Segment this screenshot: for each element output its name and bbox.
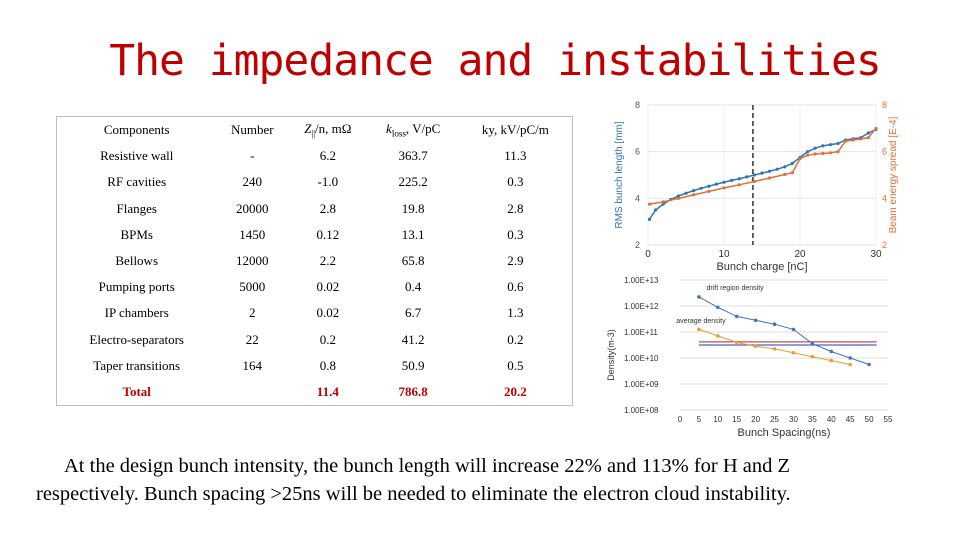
data-point bbox=[874, 127, 877, 130]
y-tick-label: 1.00E+10 bbox=[624, 354, 659, 363]
data-point bbox=[867, 131, 870, 134]
data-point bbox=[700, 187, 703, 190]
x-tick-label: 55 bbox=[883, 415, 893, 424]
table-cell: 0.2 bbox=[319, 331, 336, 347]
x-tick-label: 30 bbox=[870, 249, 882, 260]
data-point bbox=[715, 183, 718, 186]
table-cell: 225.2 bbox=[398, 174, 428, 190]
x-tick-label: 40 bbox=[826, 415, 836, 424]
table-header-row bbox=[57, 117, 573, 144]
y2-tick-label: 6 bbox=[882, 146, 888, 157]
table-cell: 0.2 bbox=[507, 331, 524, 347]
data-point bbox=[848, 356, 852, 360]
total-label: Total bbox=[122, 383, 151, 399]
table-cell: 65.8 bbox=[401, 253, 425, 269]
header-zn: $Z_{||}/n$, mΩ bbox=[304, 121, 352, 139]
table-cell: 13.1 bbox=[401, 226, 425, 242]
data-point bbox=[792, 351, 796, 355]
table-cell: BPMs bbox=[120, 226, 153, 242]
table-cell: 5000 bbox=[239, 279, 266, 295]
footer-text bbox=[0, 452, 960, 508]
table-cell: 6.7 bbox=[405, 305, 422, 321]
table-cell: -1.0 bbox=[317, 174, 339, 190]
electron-cloud-chart bbox=[600, 270, 900, 445]
x-tick-label: 10 bbox=[713, 415, 723, 424]
y-axis-label: Density(m-3) bbox=[606, 329, 616, 381]
y-tick-label: 6 bbox=[634, 146, 640, 157]
table-cell: 2 bbox=[249, 305, 256, 321]
data-point bbox=[848, 363, 852, 367]
drift-density-line bbox=[699, 297, 869, 365]
data-point bbox=[648, 218, 651, 221]
table-cell: 240 bbox=[242, 174, 262, 190]
annotation-average: average density bbox=[676, 317, 726, 325]
data-point bbox=[745, 175, 748, 178]
data-point bbox=[738, 177, 741, 180]
y-tick-label: 2 bbox=[634, 240, 640, 250]
data-point bbox=[783, 173, 786, 176]
y-tick-label: 1.00E+09 bbox=[624, 380, 659, 389]
data-point bbox=[735, 315, 739, 319]
x-tick-label: 10 bbox=[718, 249, 730, 260]
data-point bbox=[716, 334, 720, 338]
x-tick-label: 45 bbox=[845, 415, 855, 424]
data-point bbox=[776, 168, 779, 171]
table-row bbox=[57, 327, 573, 353]
table-cell: 19.8 bbox=[401, 200, 425, 216]
data-point bbox=[821, 144, 824, 147]
data-point bbox=[783, 165, 786, 168]
data-point bbox=[806, 154, 809, 157]
data-point bbox=[821, 152, 824, 155]
y-tick-label: 4 bbox=[634, 193, 640, 204]
data-point bbox=[867, 363, 871, 367]
table-cell: 164 bbox=[242, 357, 262, 373]
table-cell: 41.2 bbox=[401, 331, 425, 347]
table-row bbox=[57, 143, 573, 169]
data-point bbox=[654, 208, 657, 211]
data-point bbox=[692, 193, 695, 196]
table-cell: 2.9 bbox=[507, 253, 524, 269]
data-point bbox=[754, 319, 758, 323]
y2-tick-label: 4 bbox=[882, 193, 888, 204]
table-cell: Electro-separators bbox=[89, 331, 184, 347]
y2-tick-label: 8 bbox=[882, 100, 888, 110]
table-cell: Taper transitions bbox=[93, 357, 181, 373]
data-point bbox=[677, 197, 680, 200]
table-cell: 2.8 bbox=[507, 200, 524, 216]
data-point bbox=[829, 359, 833, 363]
footer-line-1: At the design bunch intensity, the bunch length will increase 22% and 113% for H and Z bbox=[64, 455, 791, 477]
table-cell: IP chambers bbox=[104, 305, 169, 321]
plot-area bbox=[648, 105, 876, 245]
footer-line-2: respectively. Bunch spacing >25ns will be needed to eliminate the electron cloud instability. bbox=[36, 483, 791, 505]
table-cell: 50.9 bbox=[401, 357, 425, 373]
x-tick-label: 0 bbox=[645, 249, 651, 260]
total-ky: 20.2 bbox=[504, 383, 527, 399]
data-point bbox=[648, 203, 651, 206]
table-cell: - bbox=[250, 148, 255, 164]
y2-tick-label: 2 bbox=[882, 240, 888, 250]
table-cell: Pumping ports bbox=[98, 279, 175, 295]
table-cell: 20000 bbox=[236, 200, 269, 216]
annotation-drift: drift region density bbox=[706, 284, 764, 292]
table-cell: 11.3 bbox=[504, 148, 527, 164]
table-cell: 0.5 bbox=[507, 357, 524, 373]
data-point bbox=[707, 185, 710, 188]
data-point bbox=[768, 176, 771, 179]
x-tick-label: 50 bbox=[864, 415, 874, 424]
table-cell: 0.8 bbox=[319, 357, 336, 373]
data-point bbox=[811, 342, 815, 346]
table-cell: 0.3 bbox=[507, 174, 524, 190]
table-cell: 0.12 bbox=[316, 226, 340, 242]
y-axis-label: RMS bunch length [mm] bbox=[614, 121, 625, 229]
x-tick-label: 25 bbox=[770, 415, 779, 424]
data-point bbox=[792, 328, 796, 332]
header-number: Number bbox=[230, 122, 274, 138]
data-point bbox=[730, 179, 733, 182]
table-cell: Flanges bbox=[116, 200, 157, 216]
total-zn: 11.4 bbox=[316, 383, 339, 399]
table-cell: 0.02 bbox=[316, 279, 340, 295]
data-point bbox=[722, 181, 725, 184]
x-axis-label: Bunch Spacing(ns) bbox=[737, 427, 831, 439]
table-row bbox=[57, 196, 573, 222]
x-tick-label: 5 bbox=[696, 415, 702, 424]
data-point bbox=[692, 189, 695, 192]
table-cell: 22 bbox=[245, 331, 259, 347]
table-row bbox=[57, 353, 573, 379]
data-point bbox=[738, 183, 741, 186]
impedance-table bbox=[56, 116, 573, 406]
data-point bbox=[760, 172, 763, 175]
slide-title: The impedance and instabilities bbox=[109, 36, 881, 86]
data-point bbox=[684, 192, 687, 195]
table-cell: 0.6 bbox=[507, 279, 524, 295]
y-tick-label: 1.00E+08 bbox=[624, 406, 659, 415]
data-point bbox=[829, 151, 832, 154]
total-kloss: 786.8 bbox=[398, 383, 428, 399]
table-body bbox=[57, 143, 573, 379]
y-tick-label: 1.00E+12 bbox=[624, 302, 659, 311]
x-tick-label: 0 bbox=[677, 415, 683, 424]
data-point bbox=[844, 140, 847, 143]
data-point bbox=[773, 322, 777, 326]
table-cell: 2.8 bbox=[319, 200, 336, 216]
data-point bbox=[829, 350, 833, 354]
data-point bbox=[707, 190, 710, 193]
data-point bbox=[791, 171, 794, 174]
data-point bbox=[836, 142, 839, 145]
data-point bbox=[753, 180, 756, 183]
header-kloss: $k_{loss}$, V/pC bbox=[386, 121, 441, 139]
data-point bbox=[662, 200, 665, 203]
data-point bbox=[697, 295, 701, 299]
data-point bbox=[836, 150, 839, 153]
table-cell: 2.2 bbox=[319, 253, 336, 269]
data-point bbox=[697, 328, 701, 332]
y-tick-label: 1.00E+11 bbox=[624, 328, 658, 337]
x-tick-label: 35 bbox=[807, 415, 817, 424]
x-tick-label: 20 bbox=[794, 249, 806, 260]
table-cell: 1.3 bbox=[507, 305, 524, 321]
table-cell: Bellows bbox=[115, 253, 159, 269]
table-cell: Resistive wall bbox=[100, 148, 174, 164]
table-row bbox=[57, 274, 573, 300]
table-cell: 0.3 bbox=[507, 226, 524, 242]
data-point bbox=[859, 137, 862, 140]
x-axis-label: Bunch charge [nC] bbox=[716, 261, 808, 273]
average-density-line bbox=[699, 329, 850, 364]
x-tick-label: 30 bbox=[789, 415, 798, 424]
data-point bbox=[791, 162, 794, 165]
data-point bbox=[806, 150, 809, 153]
data-point bbox=[814, 147, 817, 150]
data-point bbox=[852, 138, 855, 141]
y2-axis-label: Beam energy spread [E-4] bbox=[888, 116, 899, 234]
table-row bbox=[57, 300, 573, 326]
table-row bbox=[57, 248, 573, 274]
table-cell: RF cavities bbox=[107, 174, 167, 190]
table-cell: 0.02 bbox=[316, 305, 340, 321]
table-total-row bbox=[57, 379, 573, 406]
x-tick-label: 15 bbox=[732, 415, 742, 424]
table-cell: 363.7 bbox=[398, 148, 428, 164]
data-point bbox=[753, 173, 756, 176]
header-components: Components bbox=[103, 122, 170, 138]
data-point bbox=[798, 157, 801, 160]
x-tick-label: 20 bbox=[751, 415, 761, 424]
data-point bbox=[722, 186, 725, 189]
header-ky: ky, kV/pC/m bbox=[481, 122, 549, 138]
table-cell: 6.2 bbox=[319, 148, 336, 164]
table-cell: 1450 bbox=[239, 226, 266, 242]
data-point bbox=[735, 341, 739, 345]
data-point bbox=[811, 355, 815, 359]
data-point bbox=[754, 345, 758, 349]
bunch-length-chart bbox=[600, 95, 900, 275]
table-cell: 12000 bbox=[236, 253, 269, 269]
data-point bbox=[867, 136, 870, 139]
table-row bbox=[57, 222, 573, 248]
total-number bbox=[216, 379, 288, 406]
y-tick-label: 8 bbox=[634, 100, 640, 110]
data-point bbox=[814, 152, 817, 155]
data-point bbox=[829, 143, 832, 146]
data-point bbox=[768, 170, 771, 173]
table-row bbox=[57, 169, 573, 195]
data-point bbox=[716, 306, 720, 310]
table-cell: 0.4 bbox=[405, 279, 422, 295]
y-tick-label: 1.00E+13 bbox=[624, 276, 659, 285]
data-point bbox=[773, 347, 777, 351]
